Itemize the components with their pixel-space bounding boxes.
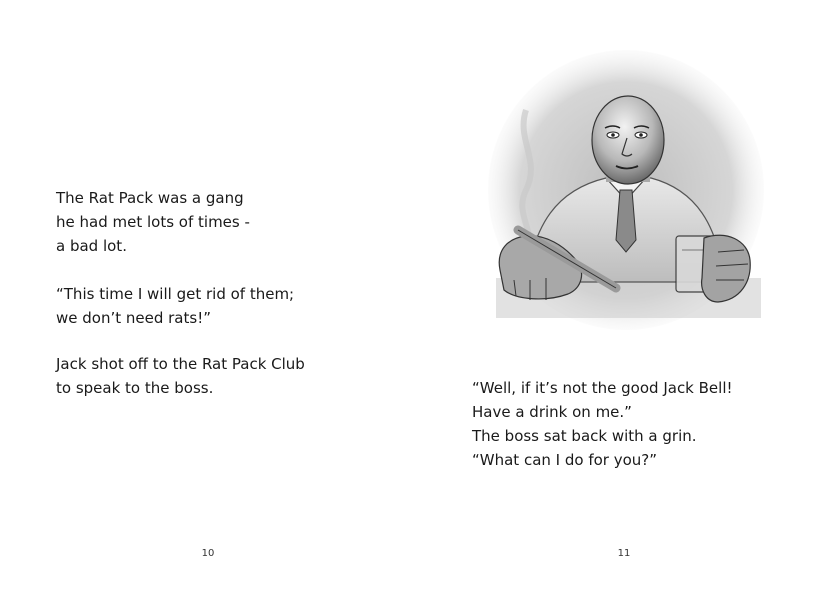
page-number: 10	[201, 548, 215, 559]
text-line: he had met lots of times -	[56, 213, 250, 231]
page-number: 11	[617, 548, 631, 559]
text-line: a bad lot.	[56, 237, 127, 255]
text-line: The boss sat back with a grin.	[472, 427, 697, 445]
man-with-cigar-and-drink-illustration-icon	[486, 50, 766, 342]
text-line: “What can I do for you?”	[472, 451, 658, 469]
paragraph-1	[56, 186, 250, 258]
text-line: to speak to the boss.	[56, 379, 214, 397]
text-line: “Well, if it’s not the good Jack Bell!	[472, 379, 733, 397]
text-line: The Rat Pack was a gang	[56, 189, 244, 207]
paragraph-3	[56, 352, 305, 400]
text-line: “This time I will get rid of them;	[56, 285, 295, 303]
paragraph-1	[472, 376, 733, 472]
right-page	[416, 0, 832, 591]
paragraph-2	[56, 282, 294, 330]
text-line: Have a drink on me.”	[472, 403, 632, 421]
text-line: Jack shot off to the Rat Pack Club	[56, 355, 305, 373]
text-line: we don’t need rats!”	[56, 309, 211, 327]
